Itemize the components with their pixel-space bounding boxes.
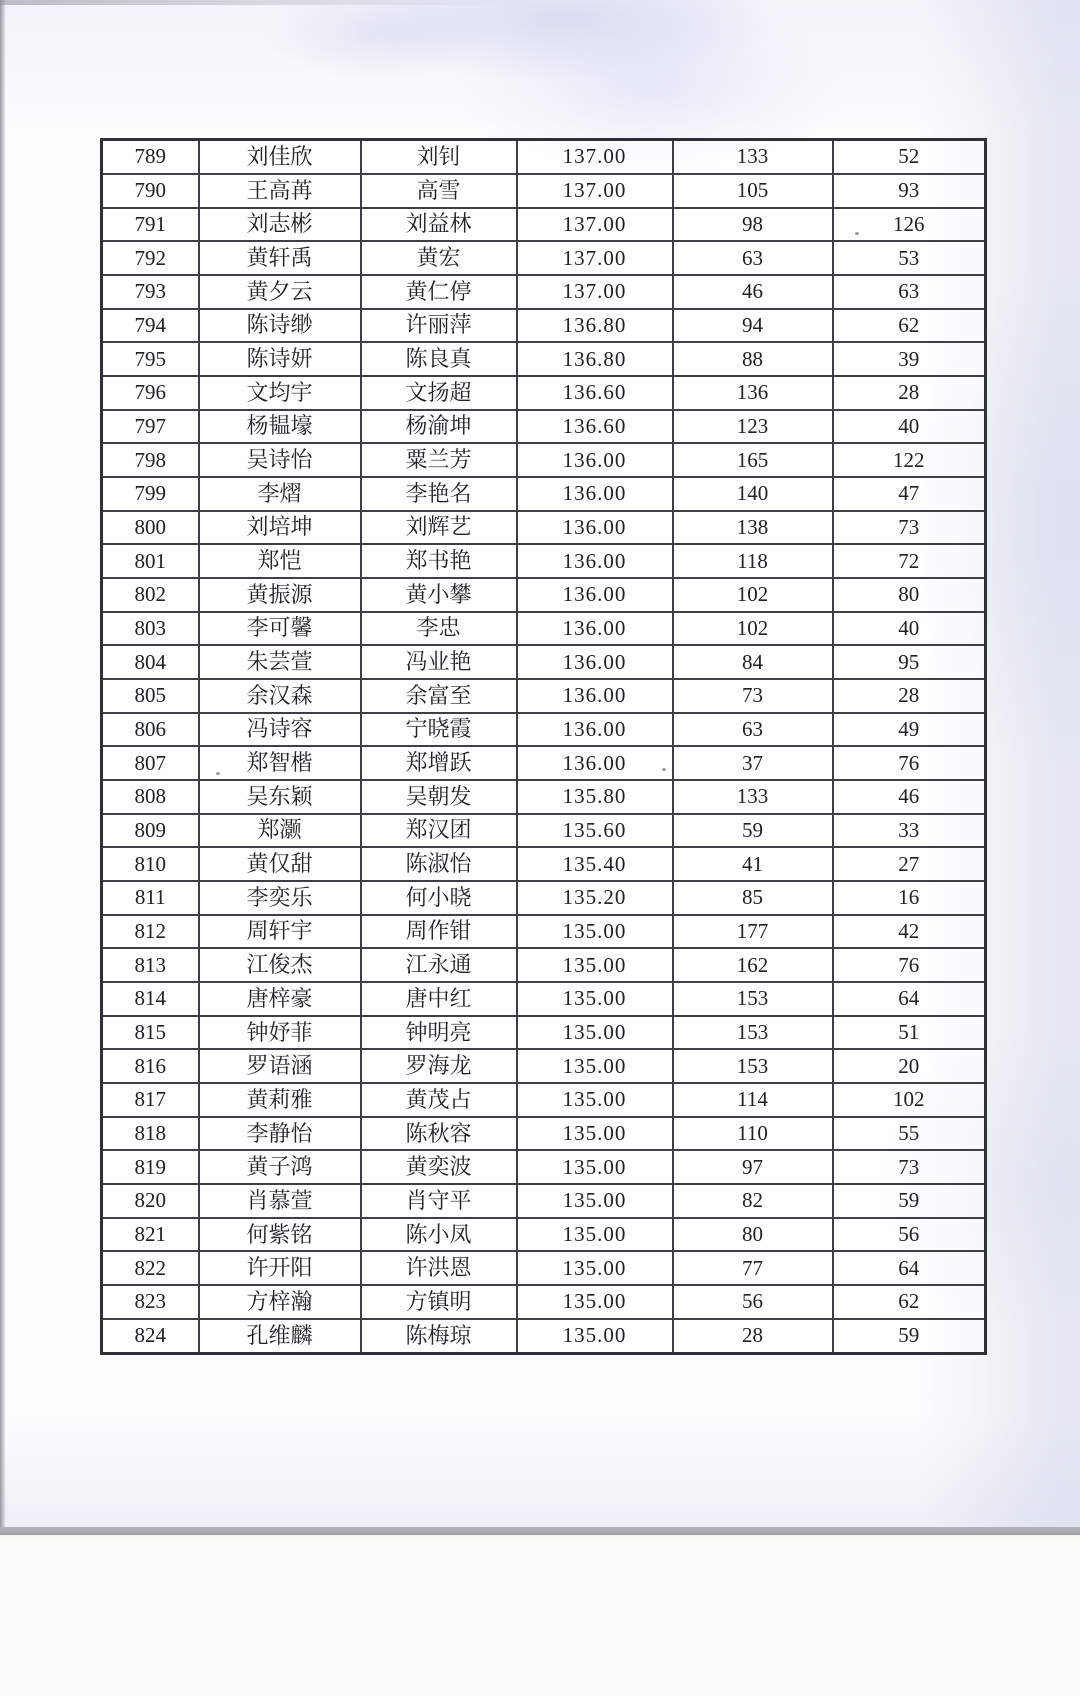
cell-count-b: 62 [833, 309, 986, 343]
cell-rank: 800 [102, 511, 199, 545]
cell-count-b: 93 [833, 174, 986, 208]
cell-count-a: 153 [673, 1049, 833, 1083]
cell-score: 136.00 [517, 645, 673, 679]
cell-second-name: 陈秋容 [361, 1117, 517, 1151]
cell-count-a: 138 [673, 511, 833, 545]
cell-rank: 793 [102, 275, 199, 309]
cell-count-b: 73 [833, 511, 986, 545]
cell-student-name: 刘培坤 [199, 511, 361, 545]
scan-speck [216, 772, 220, 775]
cell-score: 136.60 [517, 410, 673, 444]
cell-score: 136.00 [517, 578, 673, 612]
cell-student-name: 肖慕萱 [199, 1184, 361, 1218]
cell-rank: 798 [102, 443, 199, 477]
cell-score: 136.00 [517, 511, 673, 545]
cell-student-name: 李熠 [199, 477, 361, 511]
table-row [102, 847, 986, 881]
cell-count-b: 72 [833, 544, 986, 578]
cell-count-b: 73 [833, 1150, 986, 1184]
cell-second-name: 方镇明 [361, 1285, 517, 1319]
cell-count-a: 153 [673, 982, 833, 1016]
cell-second-name: 肖守平 [361, 1184, 517, 1218]
page-top-edge-shadow [0, 0, 520, 5]
cell-second-name: 陈良真 [361, 342, 517, 376]
cell-second-name: 刘辉艺 [361, 511, 517, 545]
cell-second-name: 文扬超 [361, 376, 517, 410]
cell-count-b: 47 [833, 477, 986, 511]
cell-rank: 804 [102, 645, 199, 679]
cell-count-b: 80 [833, 578, 986, 612]
cell-count-b: 28 [833, 679, 986, 713]
cell-second-name: 郑书艳 [361, 544, 517, 578]
table-row [102, 713, 986, 747]
page-left-edge-shadow [0, 0, 6, 1527]
table-row [102, 1016, 986, 1050]
cell-rank: 812 [102, 915, 199, 949]
cell-student-name: 刘佳欣 [199, 140, 361, 174]
cell-rank: 823 [102, 1285, 199, 1319]
table-row [102, 511, 986, 545]
cell-count-b: 122 [833, 443, 986, 477]
cell-rank: 799 [102, 477, 199, 511]
cell-count-a: 165 [673, 443, 833, 477]
cell-score: 135.00 [517, 1117, 673, 1151]
score-table-body [102, 140, 986, 1354]
cell-count-b: 27 [833, 847, 986, 881]
table-row [102, 376, 986, 410]
cell-count-a: 105 [673, 174, 833, 208]
cell-count-a: 123 [673, 410, 833, 444]
cell-score: 135.00 [517, 915, 673, 949]
cell-count-a: 136 [673, 376, 833, 410]
cell-score: 136.80 [517, 309, 673, 343]
cell-count-b: 42 [833, 915, 986, 949]
cell-count-b: 76 [833, 746, 986, 780]
cell-second-name: 陈淑怡 [361, 847, 517, 881]
cell-count-a: 162 [673, 948, 833, 982]
cell-student-name: 何紫铭 [199, 1218, 361, 1252]
table-row [102, 410, 986, 444]
cell-score: 135.40 [517, 847, 673, 881]
cell-count-a: 140 [673, 477, 833, 511]
cell-count-a: 102 [673, 578, 833, 612]
cell-rank: 790 [102, 174, 199, 208]
cell-rank: 815 [102, 1016, 199, 1050]
cell-count-b: 33 [833, 814, 986, 848]
cell-score: 137.00 [517, 174, 673, 208]
cell-student-name: 陈诗妍 [199, 342, 361, 376]
cell-second-name: 罗海龙 [361, 1049, 517, 1083]
cell-student-name: 孔维麟 [199, 1319, 361, 1354]
cell-second-name: 刘钊 [361, 140, 517, 174]
cell-rank: 797 [102, 410, 199, 444]
cell-score: 136.00 [517, 746, 673, 780]
cell-count-b: 40 [833, 612, 986, 646]
cell-rank: 821 [102, 1218, 199, 1252]
cell-student-name: 江俊杰 [199, 948, 361, 982]
cell-count-a: 97 [673, 1150, 833, 1184]
table-row [102, 1117, 986, 1151]
cell-count-b: 95 [833, 645, 986, 679]
scanner-background [0, 1535, 1080, 1696]
cell-score: 135.00 [517, 982, 673, 1016]
cell-student-name: 罗语涵 [199, 1049, 361, 1083]
cell-count-b: 39 [833, 342, 986, 376]
cell-score: 136.80 [517, 342, 673, 376]
cell-rank: 814 [102, 982, 199, 1016]
cell-score: 135.00 [517, 1184, 673, 1218]
cell-second-name: 吴朝发 [361, 780, 517, 814]
cell-score: 135.80 [517, 780, 673, 814]
table-row [102, 612, 986, 646]
table-row [102, 241, 986, 275]
table-row [102, 1083, 986, 1117]
cell-score: 137.00 [517, 275, 673, 309]
cell-count-a: 102 [673, 612, 833, 646]
table-row [102, 578, 986, 612]
cell-count-a: 98 [673, 208, 833, 242]
cell-count-b: 20 [833, 1049, 986, 1083]
cell-student-name: 周轩宇 [199, 915, 361, 949]
table-row [102, 1319, 986, 1354]
cell-count-a: 28 [673, 1319, 833, 1354]
cell-score: 135.00 [517, 1218, 673, 1252]
table-row [102, 140, 986, 174]
cell-second-name: 黄茂占 [361, 1083, 517, 1117]
cell-count-b: 64 [833, 982, 986, 1016]
cell-student-name: 杨韫壕 [199, 410, 361, 444]
cell-score: 137.00 [517, 208, 673, 242]
cell-count-b: 16 [833, 881, 986, 915]
cell-count-a: 85 [673, 881, 833, 915]
cell-score: 136.00 [517, 544, 673, 578]
cell-rank: 810 [102, 847, 199, 881]
page-bottom-edge-shadow [0, 1527, 1080, 1535]
cell-student-name: 黄子鸿 [199, 1150, 361, 1184]
table-row [102, 780, 986, 814]
cell-rank: 808 [102, 780, 199, 814]
table-row [102, 679, 986, 713]
cell-score: 137.00 [517, 140, 673, 174]
cell-score: 135.00 [517, 1319, 673, 1354]
cell-count-a: 56 [673, 1285, 833, 1319]
cell-count-b: 64 [833, 1251, 986, 1285]
cell-count-a: 80 [673, 1218, 833, 1252]
cell-count-a: 177 [673, 915, 833, 949]
cell-student-name: 李奕乐 [199, 881, 361, 915]
cell-student-name: 钟妤菲 [199, 1016, 361, 1050]
cell-count-a: 110 [673, 1117, 833, 1151]
cell-rank: 791 [102, 208, 199, 242]
cell-second-name: 高雪 [361, 174, 517, 208]
cell-second-name: 陈小凤 [361, 1218, 517, 1252]
cell-score: 135.00 [517, 948, 673, 982]
table-row [102, 1251, 986, 1285]
cell-count-b: 102 [833, 1083, 986, 1117]
cell-rank: 809 [102, 814, 199, 848]
cell-score: 136.00 [517, 713, 673, 747]
cell-score: 136.00 [517, 612, 673, 646]
scan-speck [662, 768, 666, 771]
cell-rank: 806 [102, 713, 199, 747]
cell-rank: 796 [102, 376, 199, 410]
cell-student-name: 方梓瀚 [199, 1285, 361, 1319]
cell-student-name: 郑恺 [199, 544, 361, 578]
cell-count-a: 114 [673, 1083, 833, 1117]
cell-student-name: 李可馨 [199, 612, 361, 646]
cell-count-b: 126 [833, 208, 986, 242]
cell-second-name: 陈梅琼 [361, 1319, 517, 1354]
table-row [102, 1218, 986, 1252]
cell-score: 135.00 [517, 1251, 673, 1285]
cell-count-b: 28 [833, 376, 986, 410]
cell-second-name: 黄宏 [361, 241, 517, 275]
table-row [102, 1184, 986, 1218]
table-row [102, 881, 986, 915]
cell-score: 136.00 [517, 679, 673, 713]
cell-second-name: 许洪恩 [361, 1251, 517, 1285]
cell-student-name: 朱芸萱 [199, 645, 361, 679]
cell-second-name: 唐中红 [361, 982, 517, 1016]
cell-rank: 811 [102, 881, 199, 915]
cell-score: 135.20 [517, 881, 673, 915]
cell-count-a: 73 [673, 679, 833, 713]
cell-student-name: 唐梓豪 [199, 982, 361, 1016]
cell-rank: 816 [102, 1049, 199, 1083]
cell-count-a: 118 [673, 544, 833, 578]
cell-student-name: 余汉森 [199, 679, 361, 713]
cell-count-b: 63 [833, 275, 986, 309]
cell-count-b: 51 [833, 1016, 986, 1050]
cell-count-b: 55 [833, 1117, 986, 1151]
cell-count-b: 53 [833, 241, 986, 275]
cell-count-a: 153 [673, 1016, 833, 1050]
table-row [102, 982, 986, 1016]
table-row [102, 208, 986, 242]
cell-student-name: 黄仅甜 [199, 847, 361, 881]
cell-second-name: 粟兰芳 [361, 443, 517, 477]
cell-rank: 819 [102, 1150, 199, 1184]
cell-rank: 813 [102, 948, 199, 982]
table-row [102, 342, 986, 376]
cell-count-b: 76 [833, 948, 986, 982]
table-row [102, 814, 986, 848]
cell-student-name: 文均宇 [199, 376, 361, 410]
cell-second-name: 周作钳 [361, 915, 517, 949]
cell-score: 135.60 [517, 814, 673, 848]
cell-second-name: 江永通 [361, 948, 517, 982]
cell-second-name: 李艳名 [361, 477, 517, 511]
cell-second-name: 黄小攀 [361, 578, 517, 612]
cell-rank: 805 [102, 679, 199, 713]
cell-second-name: 许丽萍 [361, 309, 517, 343]
cell-count-a: 63 [673, 713, 833, 747]
cell-second-name: 冯业艳 [361, 645, 517, 679]
table-row [102, 443, 986, 477]
cell-student-name: 郑灏 [199, 814, 361, 848]
cell-rank: 818 [102, 1117, 199, 1151]
cell-count-b: 56 [833, 1218, 986, 1252]
cell-count-b: 49 [833, 713, 986, 747]
table-row [102, 309, 986, 343]
cell-score: 137.00 [517, 241, 673, 275]
cell-student-name: 郑智楷 [199, 746, 361, 780]
cell-student-name: 吴诗怡 [199, 443, 361, 477]
cell-count-a: 82 [673, 1184, 833, 1218]
table-row [102, 174, 986, 208]
table-row [102, 1285, 986, 1319]
cell-second-name: 宁晓霞 [361, 713, 517, 747]
cell-second-name: 刘益林 [361, 208, 517, 242]
cell-rank: 822 [102, 1251, 199, 1285]
cell-count-a: 133 [673, 140, 833, 174]
table-row [102, 746, 986, 780]
cell-count-a: 84 [673, 645, 833, 679]
table-row [102, 645, 986, 679]
scan-speck [855, 232, 859, 235]
score-table [100, 138, 987, 1355]
cell-count-a: 63 [673, 241, 833, 275]
table-row [102, 544, 986, 578]
cell-count-b: 59 [833, 1184, 986, 1218]
table-row [102, 948, 986, 982]
cell-rank: 792 [102, 241, 199, 275]
cell-count-a: 41 [673, 847, 833, 881]
table-row [102, 915, 986, 949]
cell-count-a: 37 [673, 746, 833, 780]
cell-second-name: 何小晓 [361, 881, 517, 915]
cell-student-name: 王高苒 [199, 174, 361, 208]
cell-second-name: 余富至 [361, 679, 517, 713]
cell-second-name: 郑汉团 [361, 814, 517, 848]
cell-rank: 824 [102, 1319, 199, 1354]
cell-second-name: 黄仁停 [361, 275, 517, 309]
cell-second-name: 杨渝坤 [361, 410, 517, 444]
cell-second-name: 钟明亮 [361, 1016, 517, 1050]
table-row [102, 477, 986, 511]
cell-rank: 795 [102, 342, 199, 376]
cell-count-a: 59 [673, 814, 833, 848]
cell-score: 135.00 [517, 1049, 673, 1083]
cell-rank: 801 [102, 544, 199, 578]
cell-score: 135.00 [517, 1150, 673, 1184]
cell-second-name: 李忠 [361, 612, 517, 646]
cell-count-a: 94 [673, 309, 833, 343]
table-row [102, 1049, 986, 1083]
cell-count-a: 46 [673, 275, 833, 309]
cell-student-name: 吴东颖 [199, 780, 361, 814]
cell-student-name: 陈诗缈 [199, 309, 361, 343]
cell-student-name: 黄莉雅 [199, 1083, 361, 1117]
table-row [102, 1150, 986, 1184]
cell-score: 135.00 [517, 1083, 673, 1117]
cell-score: 136.00 [517, 443, 673, 477]
table-row [102, 275, 986, 309]
cell-student-name: 刘志彬 [199, 208, 361, 242]
cell-student-name: 许开阳 [199, 1251, 361, 1285]
cell-second-name: 黄奕波 [361, 1150, 517, 1184]
cell-count-b: 40 [833, 410, 986, 444]
cell-count-a: 77 [673, 1251, 833, 1285]
cell-student-name: 李静怡 [199, 1117, 361, 1151]
cell-student-name: 黄振源 [199, 578, 361, 612]
cell-rank: 789 [102, 140, 199, 174]
cell-rank: 794 [102, 309, 199, 343]
cell-count-a: 88 [673, 342, 833, 376]
cell-rank: 817 [102, 1083, 199, 1117]
cell-second-name: 郑增跃 [361, 746, 517, 780]
cell-rank: 803 [102, 612, 199, 646]
cell-score: 135.00 [517, 1285, 673, 1319]
cell-count-b: 59 [833, 1319, 986, 1354]
cell-count-b: 46 [833, 780, 986, 814]
cell-score: 135.00 [517, 1016, 673, 1050]
cell-rank: 807 [102, 746, 199, 780]
cell-rank: 802 [102, 578, 199, 612]
cell-count-a: 133 [673, 780, 833, 814]
cell-score: 136.00 [517, 477, 673, 511]
cell-student-name: 黄轩禹 [199, 241, 361, 275]
cell-score: 136.60 [517, 376, 673, 410]
cell-student-name: 冯诗容 [199, 713, 361, 747]
cell-rank: 820 [102, 1184, 199, 1218]
cell-count-b: 52 [833, 140, 986, 174]
cell-student-name: 黄夕云 [199, 275, 361, 309]
cell-count-b: 62 [833, 1285, 986, 1319]
